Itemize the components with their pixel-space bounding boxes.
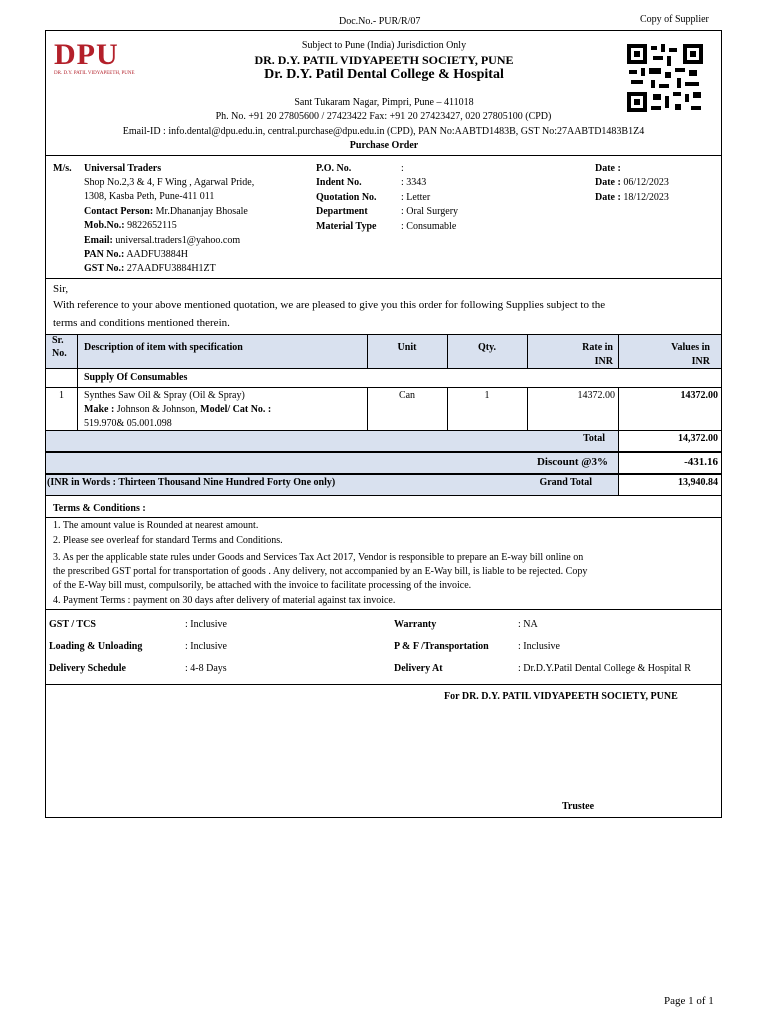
term-3-line-3: of the E-Way bill must, compulsorily, be attached with the invoice to facilitate processing of the invoice. <box>53 580 472 591</box>
signature-for-line: For DR. D.Y. PATIL VIDYAPEETH SOCIETY, PUNE <box>444 691 678 702</box>
vendor-contact: Contact Person: Mr.Dhananjay Bhosale <box>84 206 248 217</box>
pf-label: P & F /Transportation <box>394 641 489 652</box>
item-description: Synthes Saw Oil & Spray (Oil & Spray) <box>84 390 245 401</box>
vendor-address-2: 1308, Kasba Peth, Pune-411 011 <box>84 191 215 202</box>
grand-total-value: 13,940.84 <box>678 477 718 488</box>
jurisdiction-note: Subject to Pune (India) Jurisdiction Only <box>301 40 467 51</box>
vendor-name: Universal Traders <box>84 163 162 174</box>
trustee-label: Trustee <box>562 801 595 812</box>
logo-subtitle: DR. D.Y. PATIL VIDYAPEETH, PUNE <box>54 71 135 76</box>
letter-line-2: terms and conditions mentioned therein. <box>53 317 230 329</box>
term-3-line-1: 3. As per the applicable state rules under Goods and Services Tax Act 2017, Vendor is responsible to prepare an E-way bill online on <box>53 552 584 563</box>
discount-label: Discount @3% <box>536 456 608 468</box>
warranty-label: Warranty <box>394 619 437 630</box>
department-value: : Oral Surgery <box>401 206 459 217</box>
item-make: Make : Johnson & Johnson, Model/ Cat No. : <box>84 404 272 415</box>
material-label: Material Type <box>316 221 377 232</box>
po-label: P.O. No. <box>316 163 352 174</box>
section-label: Supply Of Consumables <box>84 372 188 383</box>
header-rate-2: INR <box>594 356 613 367</box>
gst-value: : Inclusive <box>185 619 227 630</box>
term-3-line-2: the prescribed GST portal for transportation of goods . Any delivery, not accompanied by an E-Way bill, is liable to be rejected. Copy <box>53 566 588 577</box>
material-value: : Consumable <box>401 221 457 232</box>
header-qty: Qty. <box>477 342 497 353</box>
delivery-at-label: Delivery At <box>394 663 443 674</box>
document-title: Purchase Order <box>349 140 419 151</box>
letter-line-1: With reference to your above mentioned quotation, we are pleased to give you this order for following Supplies subject to the <box>53 299 606 311</box>
indent-value: : 3343 <box>401 177 427 188</box>
dpu-logo <box>54 40 135 76</box>
item-qty: 1 <box>484 390 490 401</box>
indent-date: Date : 06/12/2023 <box>595 177 669 188</box>
po-date: Date : <box>595 163 621 174</box>
indent-label: Indent No. <box>316 177 362 188</box>
term-2: 2. Please see overleaf for standard Terms and Conditions. <box>53 535 283 546</box>
header-description: Description of item with specification <box>84 342 243 353</box>
ms-label: M/s. <box>53 163 72 174</box>
college-address: Sant Tukaram Nagar, Pimpri, Pune – 411018 <box>294 97 474 108</box>
doc-number: Doc.No.- PUR/R/07 <box>339 16 421 27</box>
delivery-at-value: : Dr.D.Y.Patil Dental College & Hospital R <box>518 663 691 674</box>
quotation-date: Date : 18/12/2023 <box>595 192 669 203</box>
department-label: Department <box>316 206 368 217</box>
college-email: Email-ID : info.dental@dpu.edu.in, central.purchase@dpu.edu.in (CPD), PAN No:AABTD1483B, GST No:27AABTD1483B1Z4 <box>122 126 645 137</box>
divider <box>45 609 722 610</box>
loading-value: : Inclusive <box>185 641 227 652</box>
item-value: 14372.00 <box>680 390 718 401</box>
delivery-schedule-value: : 4-8 Days <box>185 663 227 674</box>
college-name: Dr. D.Y. Patil Dental College & Hospital <box>264 67 504 82</box>
vendor-gst: GST No.: 27AADFU3884H1ZT <box>84 263 216 274</box>
vendor-pan: PAN No.: AADFU3884H <box>84 249 188 260</box>
item-model: 519.970& 05.001.098 <box>84 418 172 429</box>
loading-label: Loading & Unloading <box>49 641 143 652</box>
header-unit: Unit <box>397 342 417 353</box>
po-value: : <box>401 163 404 174</box>
gst-label: GST / TCS <box>49 619 96 630</box>
discount-value: -431.16 <box>684 456 718 468</box>
vendor-mobile: Mob.No.: 9822652115 <box>84 220 177 231</box>
quotation-label: Quotation No. <box>316 192 377 203</box>
total-value: 14,372.00 <box>678 433 718 444</box>
header-sr: Sr. <box>52 335 64 346</box>
college-phone: Ph. No. +91 20 27805600 / 27423422 Fax: +91 20 27423427, 020 27805100 (CPD) <box>215 111 552 122</box>
grand-total-label: Grand Total <box>539 477 592 488</box>
divider <box>45 517 722 518</box>
salutation: Sir, <box>53 283 69 295</box>
page-number: Page 1 of 1 <box>664 995 714 1007</box>
copy-label: Copy of Supplier <box>640 14 709 25</box>
divider <box>45 155 722 156</box>
warranty-value: : NA <box>518 619 538 630</box>
vendor-address-1: Shop No.2,3 & 4, F Wing , Agarwal Pride, <box>84 177 255 188</box>
divider <box>45 684 722 685</box>
term-4: 4. Payment Terms : payment on 30 days after delivery of material against tax invoice. <box>53 595 396 606</box>
quotation-value: : Letter <box>401 192 431 203</box>
pf-value: : Inclusive <box>518 641 560 652</box>
header-value-1: Values in <box>671 342 710 353</box>
amount-in-words: (INR in Words : Thirteen Thousand Nine Hundred Forty One only) <box>47 477 336 488</box>
term-1: 1. The amount value is Rounded at nearest amount. <box>53 520 259 531</box>
item-unit: Can <box>398 390 416 401</box>
header-rate-1: Rate in <box>582 342 613 353</box>
header-value-2: INR <box>691 356 710 367</box>
header-no: No. <box>52 348 67 359</box>
society-name: DR. D.Y. PATIL VIDYAPEETH SOCIETY, PUNE <box>254 53 514 67</box>
total-label: Total <box>583 433 605 444</box>
item-rate: 14372.00 <box>577 390 615 401</box>
item-sr: 1 <box>59 390 64 401</box>
terms-title: Terms & Conditions : <box>53 503 146 514</box>
vendor-email: Email: universal.traders1@yahoo.com <box>84 235 241 246</box>
qr-code <box>627 44 703 112</box>
divider <box>45 278 722 279</box>
delivery-schedule-label: Delivery Schedule <box>49 663 126 674</box>
logo-text: DPU <box>54 38 119 71</box>
